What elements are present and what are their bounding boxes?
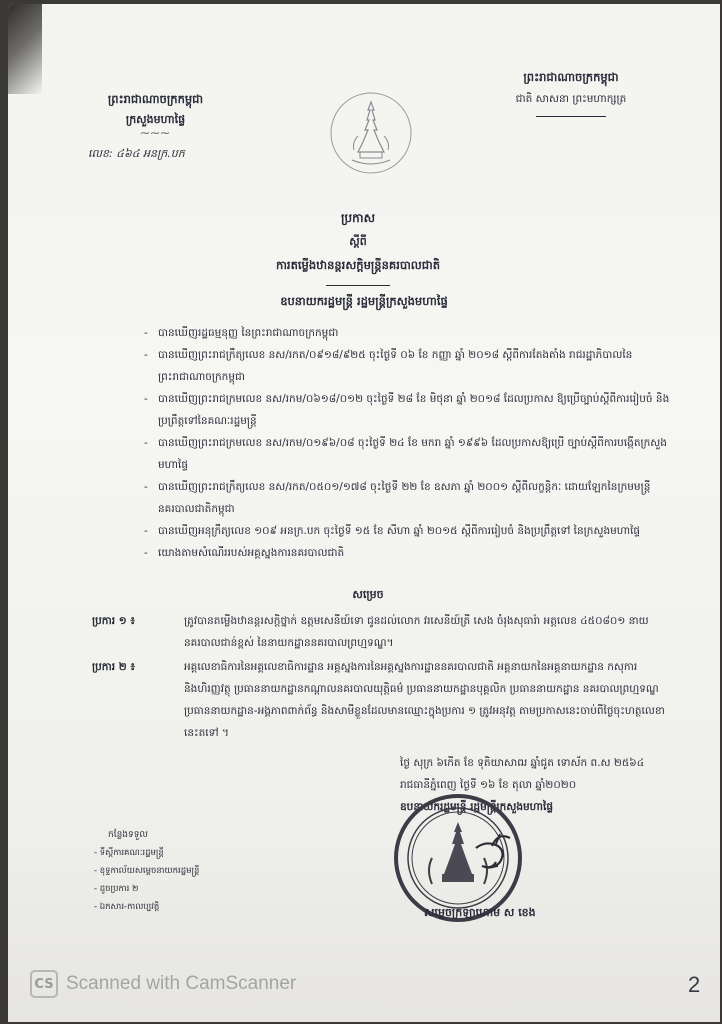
header-right-motto: ជាតិ សាសនា ព្រះមហាក្សត្រ bbox=[515, 93, 627, 105]
consideration-item: - យោងតាមសំណើររបស់អគ្គស្នងការនគរបាលជាតិ bbox=[144, 542, 674, 564]
recipient-item: - ទីស្តីការគណៈរដ្ឋមន្ត្រី bbox=[94, 848, 164, 858]
article-label: ប្រការ ២ ៖ bbox=[92, 661, 135, 673]
title-block bbox=[188, 210, 528, 286]
article-text: អគ្គលេខាធិការនៃអគ្គលេខាធិការដ្ឋាន អគ្គស្នងការនៃអគ្គស្នងការដ្ឋាននគរបាលជាតិ អគ្គនាយកនៃអគ្គនាយកដ្ឋាន កសុការនិងហិរញ្ញវត្ថុ ប្រធាននាយកដ្ឋានកណ្តាលនគរបាលយុត្តិធម៌ ប្រធាននាយកដ្ឋានបុគ្គលិក ប្រធាននាយកដ្ឋាន នគរបាលព្រហ្មទណ្ឌ ប្រធាននាយកដ្ឋាន-អង្គភាពពាក់ព័ន្ធ និងសាមីខ្លួនដែលមានឈ្មោះក្នុងប្រការ ១ ត្រូវអនុវត្ត តាមប្រកាសនេះចាប់ពីថ្ងៃចុះហត្ថលេខានេះតទៅ ។ bbox=[184, 661, 665, 739]
article-1 bbox=[92, 610, 672, 654]
gregorian-date: រាជធានីភ្នំពេញ ថ្ងៃទី ១៦ ខែ តុលា ឆ្នាំ២០២០ bbox=[400, 779, 577, 791]
consideration-item: - បានឃើញព្រះរាជក្រឹត្យលេខ នស/រកត/០៥០១/១៧៨ ចុះថ្ងៃទី ២២ ខែ ឧសភា ឆ្នាំ ២០០១ ស្តីពីលក្ខន្តិកៈ ដោយឡែកនៃក្រមមន្ត្រីនគរបាលជាតិកម្ពុជា bbox=[144, 476, 674, 520]
recipients-block bbox=[94, 826, 314, 916]
camscanner-logo-icon: CS bbox=[30, 970, 58, 998]
recipients-list bbox=[94, 844, 314, 916]
article-text: ត្រូវបានតម្លើងឋានន្តរសក្តិថ្នាក់ ឧត្តមសេនីយ៍ទោ ជូនដល់លោក វរសេនីយ៍ត្រី សេង ចំរុងសុធារ៉ា អត្តលេខ ៤៥០៨០១ នាយនគរបាលជាន់ខ្ពស់ នៃនាយកដ្ឋាននគរបាលព្រហ្មទណ្ឌ។ bbox=[184, 615, 649, 649]
consideration-item: - បានឃើញព្រះរាជក្រមលេខ នស/រកម/០៦១៨/០១២ ចុះថ្ងៃទី ២៨ ខែ មិថុនា ឆ្នាំ ២០១៨ ដែលប្រកាស ឱ្យប្រើច្បាប់ស្តីពីការរៀបចំ និងប្រព្រឹត្តទៅនៃគណៈរដ្ឋមន្ត្រី bbox=[144, 388, 674, 432]
document-page bbox=[8, 4, 720, 1022]
consideration-item: - បានឃើញអនុក្រឹត្យលេខ ១០៩ អនក្រ.បក ចុះថ្ងៃទី ១៥ ខែ សីហា ឆ្នាំ ២០១៥ ស្តីពីការរៀបចំ និងប្រព្រឹត្តទៅ នៃក្រសួងមហាផ្ទៃ bbox=[144, 520, 674, 542]
document-about: ស្តីពី bbox=[349, 235, 367, 248]
decides-heading: សម្រេច bbox=[352, 588, 384, 601]
right-header bbox=[496, 70, 646, 117]
document-subject: ការតម្លើងឋានន្តរសក្តិមន្ត្រីនគរបាលជាតិ bbox=[275, 258, 441, 272]
consideration-item: - បានឃើញព្រះរាជក្រឹត្យលេខ នស/រកត/០៩១៨/៩២៥ ចុះថ្ងៃទី ០៦ ខែ កញ្ញា ឆ្នាំ ២០១៨ ស្តីពីការតែងតាំង រាជរដ្ឋាភិបាលនៃព្រះរាជាណាចក្រកម្ពុជា bbox=[144, 344, 674, 388]
header-left-kingdom: ព្រះរាជាណាចក្រកម្ពុជា bbox=[107, 92, 204, 106]
article-label: ប្រការ ១ ៖ bbox=[92, 615, 135, 627]
recipient-item: - ឯកសារ-កាលប្បវត្តិ bbox=[94, 902, 160, 912]
article-2 bbox=[92, 656, 672, 744]
camscanner-watermark bbox=[30, 970, 296, 998]
recipient-item: - ខុទ្ទកាល័យសម្តេចនាយករដ្ឋមន្ត្រី bbox=[94, 866, 200, 876]
watermark-text: Scanned with CamScanner bbox=[66, 973, 297, 994]
header-left-ministry: ក្រសួងមហាផ្ទៃ bbox=[125, 113, 186, 126]
royal-emblem-icon bbox=[328, 90, 414, 176]
document-type: ប្រកាស bbox=[340, 211, 376, 225]
motto-divider bbox=[536, 116, 606, 117]
consideration-item: - បានឃើញរដ្ឋធម្មនុញ្ញ នៃព្រះរាជាណាចក្រកម្ពុជា bbox=[144, 322, 674, 344]
header-right-kingdom: ព្រះរាជាណាចក្រកម្ពុជា bbox=[523, 70, 619, 84]
title-divider bbox=[326, 285, 390, 286]
header-left-ornament: ⁓⁓⁓ bbox=[140, 129, 171, 139]
recipient-item: - ដូចប្រការ ២ bbox=[94, 884, 139, 894]
considerations-list bbox=[144, 322, 674, 564]
consideration-item: - បានឃើញព្រះរាជក្រមលេខ នស/រកម/០១៩៦/០៨ ចុះថ្ងៃទី ២៤ ខែ មករា ឆ្នាំ ១៩៩៦ ដែលប្រកាសឱ្យប្រើ ច្បាប់ស្តីពីការបង្កើតក្រសួងមហាផ្ទៃ bbox=[144, 432, 674, 476]
signatory-name: សម្តេចក្រឡាហោម ស ខេង bbox=[424, 906, 536, 919]
recipients-title: កន្លែងទទួល bbox=[108, 830, 148, 840]
issuing-authority: ឧបនាយករដ្ឋមន្ត្រី រដ្ឋមន្ត្រីក្រសួងមហាផ្ទៃ bbox=[280, 294, 448, 308]
reference-number: លេខ: ៤៦៤ អនក្រ.បក bbox=[88, 147, 185, 160]
left-header bbox=[88, 92, 223, 163]
signatory-title: ឧបនាយករដ្ឋមន្ត្រី រដ្ឋមន្ត្រីក្រសួងមហាផ្ទៃ bbox=[400, 801, 554, 813]
lunar-date: ថ្ងៃ សុក្រ ៦កើត ខែ ទុតិយាសាឍ ឆ្នាំជូត ទោស័ក ព.ស ២៥៦៤ bbox=[400, 757, 645, 769]
page-number: 2 bbox=[688, 972, 701, 997]
